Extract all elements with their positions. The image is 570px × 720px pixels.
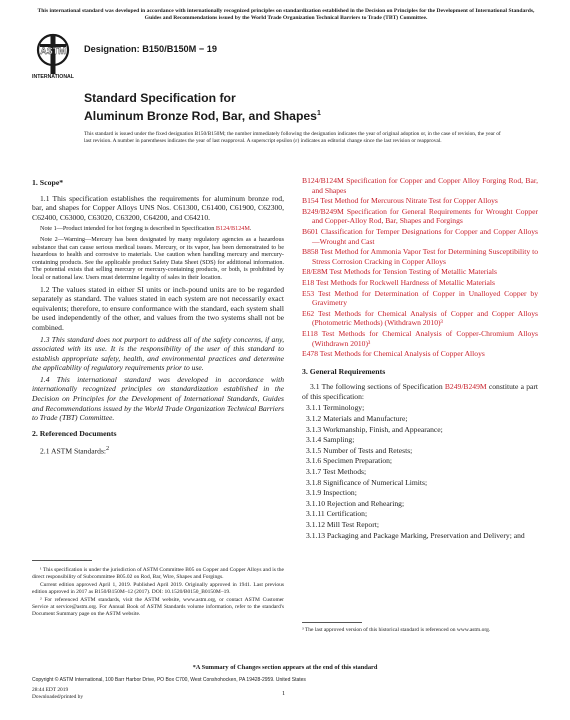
requirement-item: 3.1.12 Mill Test Report; <box>306 520 379 529</box>
reference-code-link[interactable]: B858 <box>302 247 319 257</box>
reference-code-link[interactable]: E62 <box>302 308 315 318</box>
requirement-item: 3.1.11 Certification; <box>306 509 368 519</box>
page-title <box>84 91 504 124</box>
reference-title[interactable]: Test Methods for Tension Testing of Metallic Materials <box>327 267 497 277</box>
reference-code-link[interactable]: E18 <box>302 277 315 287</box>
title-line-1: Standard Specification for <box>84 91 236 105</box>
requirements-list <box>306 403 538 540</box>
logo-subtext: INTERNATIONAL <box>32 74 74 80</box>
requirement-item: 3.1.10 Rejection and Rehearing; <box>306 498 405 508</box>
reference-item <box>302 349 538 359</box>
requirement-item: 3.1.4 Sampling; <box>306 435 355 445</box>
note-1-end: . <box>249 225 252 233</box>
footnote-divider <box>302 622 362 623</box>
scope-heading: 1. Scope* <box>32 178 64 187</box>
requirement-item: 3.1.2 Materials and Manufacture; <box>306 414 408 424</box>
title-main: Aluminum Bronze Rod, Bar, and Shapes <box>84 109 317 124</box>
footnotes <box>32 560 284 619</box>
left-column <box>32 176 284 459</box>
reference-item <box>302 309 538 328</box>
right-column <box>302 176 538 541</box>
reference-code-link[interactable]: E478 <box>302 349 319 359</box>
reference-item <box>302 207 538 226</box>
reference-title[interactable]: Test Methods for Chemical Analysis of Copper-Chromium Alloys (Withdrawn 2010)³ <box>312 328 538 348</box>
footnote-3: ³ The last approved version of this historical standard is referenced on www.astm.org. <box>302 627 491 633</box>
note-2-text: Mercury has been designated by many regulatory agencies as a hazardous substance that can cause serious medical issues. Mercury, or its vapor, has been demonstrated to be hazardous to health and corrosive to materials. Use caution when handling mercury and mercury-containing products. See the applicable product Safety Data Sheet (SDS) for additional information. The potential exists that selling mercury or mercury-containing products, or both, is prohibited by local or national law. Users must determine legality of sales in their location. <box>32 235 284 281</box>
para-3-1 <box>302 382 538 401</box>
para-2-1-text: 2.1 ASTM Standards: <box>40 446 107 456</box>
reference-title[interactable]: Test Method for Ammonia Vapor Test for Determining Susceptibility to Stress Corrosion Cracking in Copper Alloys <box>312 247 538 266</box>
requirement-item: 3.1.5 Number of Tests and Retests; <box>306 445 413 455</box>
note-2-label: Note 2—Warning— <box>40 235 92 243</box>
reference-list <box>302 176 538 359</box>
para-1-3: 1.3 This standard does not purport to address all of the safety concerns, if any, associated with its use. It is the responsibility of the user of this standard to establish appropriate safety, health, and environmental practices and determine the applicability of regulatory requirements prior to use. <box>32 334 284 373</box>
requirement-item: 3.1.8 Significance of Numerical Limits; <box>306 477 428 487</box>
reference-item <box>302 278 538 288</box>
reference-item <box>302 227 538 246</box>
reference-item <box>302 329 538 348</box>
note-1-link[interactable]: B124/B124M <box>215 225 250 233</box>
reference-title[interactable]: Test Method for Determination of Copper in Unalloyed Copper by Gravimetry <box>312 288 538 308</box>
note-1-text: Note 1—Product intended for hot forging is described in Specification <box>40 225 216 233</box>
reference-item <box>302 247 538 266</box>
para-3-1-text: 3.1 The following sections of Specification <box>310 382 445 392</box>
astm-logo-icon <box>32 32 74 82</box>
para-3-1-end: constitute a part of this specification: <box>302 382 538 401</box>
copyright-line: Copyright © ASTM International, 100 Barr Harbor Drive, PO Box C700, West Conshohocken, PA 19428-2959. United States <box>32 677 306 683</box>
reference-item <box>302 196 538 206</box>
para-1-2: 1.2 The values stated in either SI units or inch-pound units are to be regarded separately as standard. The values stated in each system are not necessarily exact equivalents; therefore, to ensure conformance with the standard, each system shall be used independently of the other, and values from the two systems shall not be combined. <box>32 284 284 332</box>
footnote-1: ¹ This specification is under the jurisdiction of ASTM Committee B05 on Copper and Copper Alloys and is the direct responsibility of Subcommittee B05.02 on Rod, Bar, Wire, Shapes and Forgings. <box>32 567 284 580</box>
reference-code-link[interactable]: B124/B124M <box>302 176 344 185</box>
requirement-item: 3.1.3 Workmanship, Finish, and Appearance; <box>306 424 443 434</box>
reference-title[interactable]: Specification for Copper and Copper Alloy Forging Rod, Bar, and Shapes <box>312 176 538 195</box>
requirement-item: 3.1.13 Packaging and Package Marking, Preservation and Delivery; and <box>306 530 525 540</box>
reference-title[interactable]: Classification for Temper Designations for Copper and Copper Alloys—Wrought and Cast <box>312 226 538 246</box>
reference-code-link[interactable]: B601 <box>302 226 319 236</box>
designation: Designation: B150/B150M − 19 <box>84 44 218 54</box>
title-line-2 <box>84 106 504 124</box>
footnote-2: ² For referenced ASTM standards, visit the ASTM website, www.astm.org, or contact ASTM Customer Service at service@astm.org. For Annual Book of ASTM Standards volume information, refer to the standard's Document Summary page on the ASTM website. <box>32 597 284 617</box>
requirement-item: 3.1.1 Terminology; <box>306 403 365 413</box>
download-meta <box>32 687 83 701</box>
international-standard-banner: This international standard was developed in accordance with internationally recognized principles on standardization established in the Decision on Principles for the Development of International Standards, Guides and Recommendations issued by the World Trade Organization Technical Barriers to Trade (TBT) Committee. <box>37 8 535 21</box>
issue-statement: This standard is issued under the fixed designation B150/B150M; the number immediately following the designation indicates the year of original adoption or, in the case of revision, the year of last revision. A number in parentheses indicates the year of last reapproval. A superscript epsilon (ε) indicates an editorial change since the last revision or reapproval. <box>84 131 501 145</box>
requirement-item: 3.1.6 Specimen Preparation; <box>306 456 393 466</box>
general-requirements-heading: 3. General Requirements <box>302 366 386 376</box>
reference-code-link[interactable]: E8/E8M <box>302 267 328 277</box>
note-1 <box>32 225 284 233</box>
reference-item <box>302 267 538 277</box>
reference-title[interactable]: Test Methods for Chemical Analysis of Copper Alloys <box>318 349 485 359</box>
footnote-3-block <box>302 622 538 634</box>
reference-code-link[interactable]: B249/B249M <box>302 206 344 216</box>
reference-code-link[interactable]: E118 <box>302 328 318 338</box>
referenced-documents-heading: 2. Referenced Documents <box>32 428 117 438</box>
reference-item <box>302 289 538 308</box>
summary-of-changes-note: *A Summary of Changes section appears at the end of this standard <box>192 664 378 671</box>
reference-code-link[interactable]: E53 <box>302 288 315 298</box>
reference-title[interactable]: Test Method for Mercurous Nitrate Test for Copper Alloys <box>318 196 498 206</box>
title-footnote-marker: 1 <box>316 110 321 117</box>
page-number: 1 <box>282 690 286 697</box>
logo-text: ASTM <box>40 46 66 56</box>
requirement-item: 3.1.7 Test Methods; <box>306 467 367 477</box>
meta-timestamp: 28:44 EDT 2019 <box>32 687 69 693</box>
reference-title[interactable]: Test Methods for Rockwell Hardness of Metallic Materials <box>314 277 495 287</box>
para-1-1: 1.1 This specification establishes the requirements for aluminum bronze rod, bar, and shapes for Copper Alloys UNS Nos. C61300, C61400, C61900, C62300, C62400, C63000, C63020, C63200, C64200, and C64210. <box>32 193 284 222</box>
footnote-divider <box>32 560 92 561</box>
para-2-1 <box>32 444 284 456</box>
reference-code-link[interactable]: B154 <box>302 196 319 206</box>
meta-downloaded: Downloaded/printed by <box>32 694 84 700</box>
reference-title[interactable]: Test Methods for Chemical Analysis of Copper and Copper Alloys (Photometric Methods) (Withdrawn 2010)³ <box>312 308 538 328</box>
note-2 <box>32 236 284 282</box>
para-2-1-footnote: 2 <box>106 445 110 453</box>
reference-title[interactable]: Specification for General Requirements for Wrought Copper and Copper-Alloy Rod, Bar, Shapes and Forgings <box>312 206 538 226</box>
reference-item <box>302 176 538 195</box>
para-3-1-link[interactable]: B249/B249M <box>444 382 487 392</box>
para-1-4: 1.4 This international standard was developed in accordance with internationally recognized principles on standardization established in the Decision on Principles for the Development of International Standards, Guides and Recommendations issued by the World Trade Organization Technical Barriers to Trade (TBT) Committee. <box>32 374 284 423</box>
footnote-1b: Current edition approved April 1, 2019. Published April 2019. Originally approved in 1941. Last previous edition approved in 2017 as B150/B150M–12 (2017). DOI: 10.1520/B0150_B0150M–19. <box>32 582 284 595</box>
requirement-item: 3.1.9 Inspection; <box>306 488 357 498</box>
